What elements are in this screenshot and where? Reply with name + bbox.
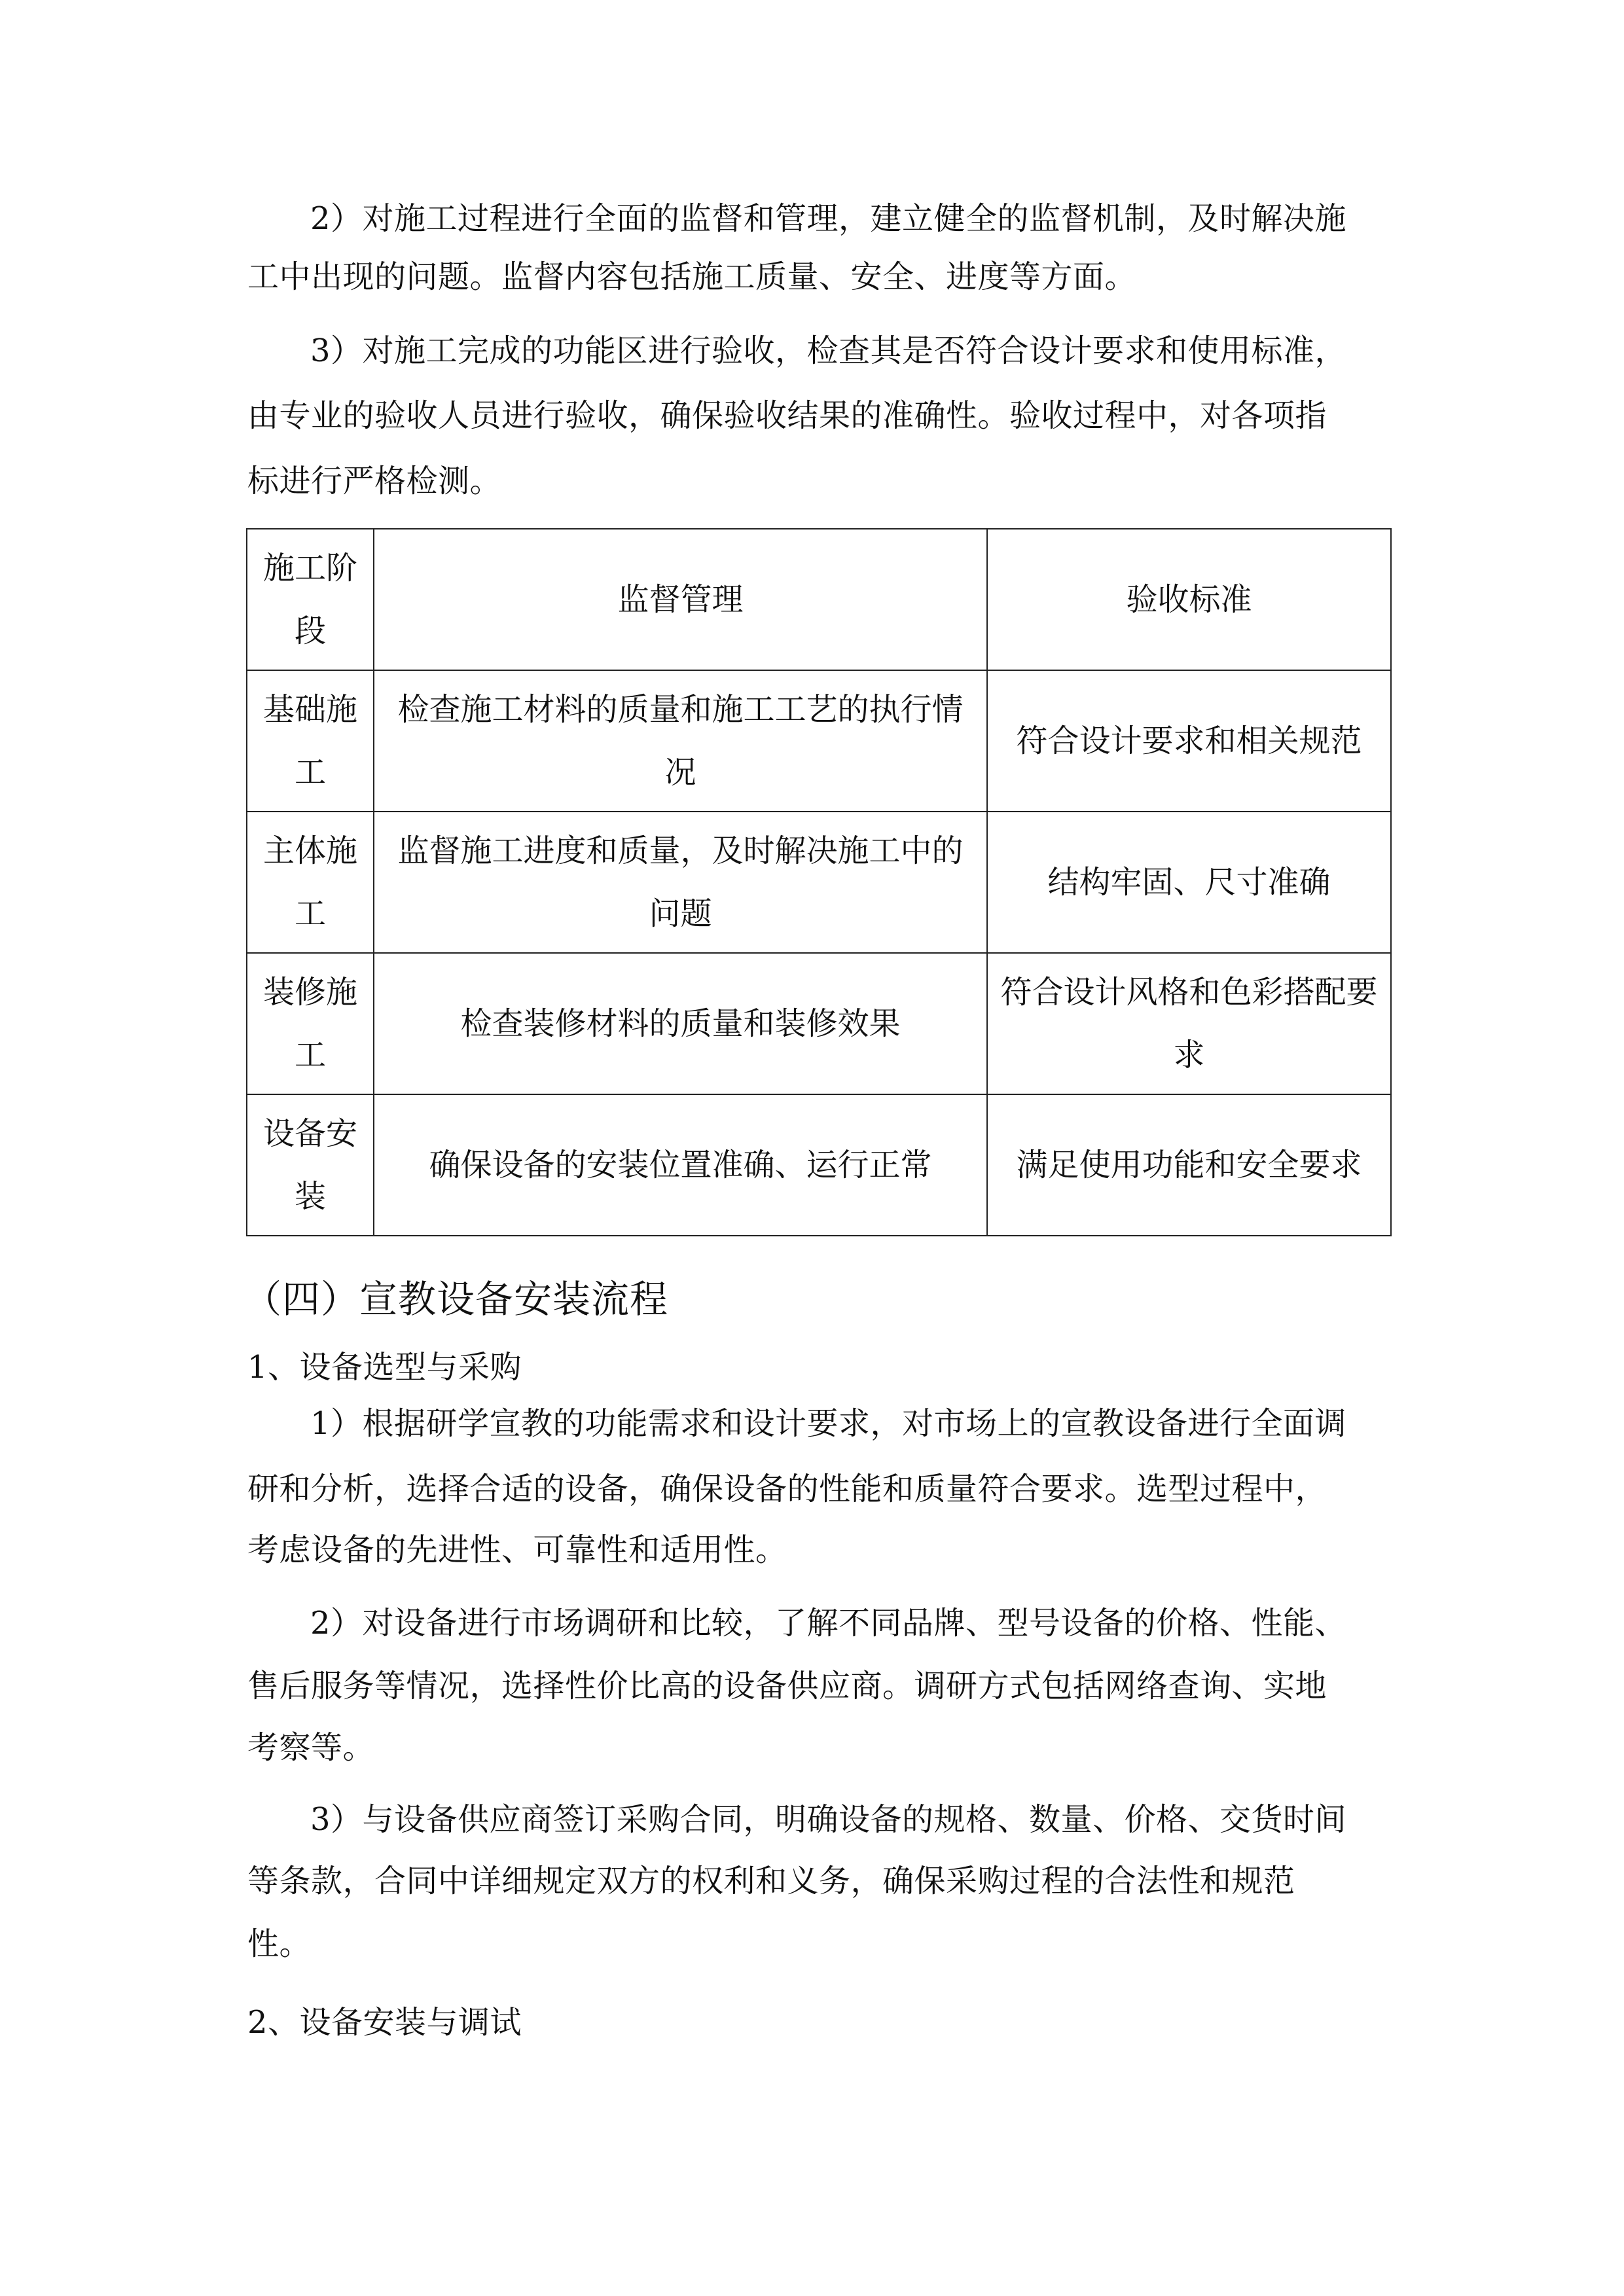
construction-stage-table bbox=[246, 528, 1392, 1236]
table-row bbox=[247, 670, 1391, 812]
supervision-text: 监督施工进度和质量，及时解决施工中的问题 bbox=[397, 833, 964, 932]
paragraph-3-line-3: 标进行严格检测。 bbox=[247, 463, 502, 499]
paragraph-2-line-1: 2）对施工过程进行全面的监督和管理，建立健全的监督机制，及时解决施 bbox=[310, 200, 1347, 237]
section-p3-line-3: 性。 bbox=[247, 1926, 312, 1962]
paragraph-3-line-2: 由专业的验收人员进行验收，确保验收结果的准确性。验收过程中，对各项指 bbox=[247, 397, 1327, 434]
supervision-cell bbox=[374, 812, 987, 953]
paragraph-3-line-1: 3）对施工完成的功能区进行验收，检查其是否符合设计要求和使用标准， bbox=[310, 332, 1347, 369]
supervision-text: 确保设备的安装位置准确、运行正常 bbox=[429, 1147, 932, 1183]
acceptance-cell bbox=[987, 953, 1391, 1094]
acceptance-cell bbox=[987, 1094, 1391, 1236]
acceptance-cell bbox=[987, 812, 1391, 953]
section-title: （四）宣教设备安装流程 bbox=[244, 1277, 669, 1321]
header-acceptance: 验收标准 bbox=[1126, 581, 1252, 618]
table-row bbox=[247, 1094, 1391, 1236]
supervision-text: 检查装修材料的质量和装修效果 bbox=[460, 1005, 901, 1042]
section-p2-line-2: 售后服务等情况，选择性价比高的设备供应商。调研方式包括网络查询、实地 bbox=[247, 1668, 1327, 1704]
stage-cell bbox=[247, 1094, 374, 1236]
header-stage: 施工阶段 bbox=[262, 550, 357, 649]
subsection-2-title: 2、设备安装与调试 bbox=[247, 2004, 522, 2041]
acceptance-text: 结构牢固、尺寸准确 bbox=[1047, 864, 1331, 901]
stage-text: 装修施工 bbox=[262, 974, 357, 1073]
table-row bbox=[247, 812, 1391, 953]
header-supervision: 监督管理 bbox=[617, 581, 744, 618]
supervision-text: 检查施工材料的质量和施工工艺的执行情况 bbox=[397, 691, 964, 791]
acceptance-text: 符合设计风格和色彩搭配要求 bbox=[1000, 974, 1378, 1073]
paragraph-2-line-2: 工中出现的问题。监督内容包括施工质量、安全、进度等方面。 bbox=[247, 259, 1137, 295]
stage-cell bbox=[247, 670, 374, 812]
section-p3-line-1: 3）与设备供应商签订采购合同，明确设备的规格、数量、价格、交货时间 bbox=[310, 1801, 1347, 1838]
section-p1-line-1: 1）根据研学宣教的功能需求和设计要求，对市场上的宣教设备进行全面调 bbox=[310, 1405, 1347, 1442]
section-p1-line-3: 考虑设备的先进性、可靠性和适用性。 bbox=[247, 1532, 787, 1568]
supervision-cell bbox=[374, 953, 987, 1094]
stage-text: 设备安装 bbox=[262, 1115, 357, 1215]
acceptance-cell bbox=[987, 670, 1391, 812]
header-stage-cell bbox=[247, 529, 374, 670]
header-supervision-cell bbox=[374, 529, 987, 670]
stage-text: 基础施工 bbox=[262, 691, 357, 791]
section-p2-line-1: 2）对设备进行市场调研和比较，了解不同品牌、型号设备的价格、性能、 bbox=[310, 1605, 1347, 1641]
subsection-1-title: 1、设备选型与采购 bbox=[247, 1349, 522, 1386]
table-header-row bbox=[247, 529, 1391, 670]
section-p1-line-2: 研和分析，选择合适的设备，确保设备的性能和质量符合要求。选型过程中， bbox=[247, 1471, 1327, 1507]
acceptance-text: 满足使用功能和安全要求 bbox=[1016, 1147, 1362, 1183]
stage-cell bbox=[247, 953, 374, 1094]
supervision-cell bbox=[374, 670, 987, 812]
header-acceptance-cell bbox=[987, 529, 1391, 670]
acceptance-text: 符合设计要求和相关规范 bbox=[1016, 723, 1362, 759]
section-p2-line-3: 考察等。 bbox=[247, 1729, 375, 1766]
table-row bbox=[247, 953, 1391, 1094]
stage-cell bbox=[247, 812, 374, 953]
supervision-cell bbox=[374, 1094, 987, 1236]
section-p3-line-2: 等条款，合同中详细规定双方的权利和义务，确保采购过程的合法性和规范 bbox=[247, 1863, 1295, 1899]
stage-text: 主体施工 bbox=[262, 833, 357, 932]
